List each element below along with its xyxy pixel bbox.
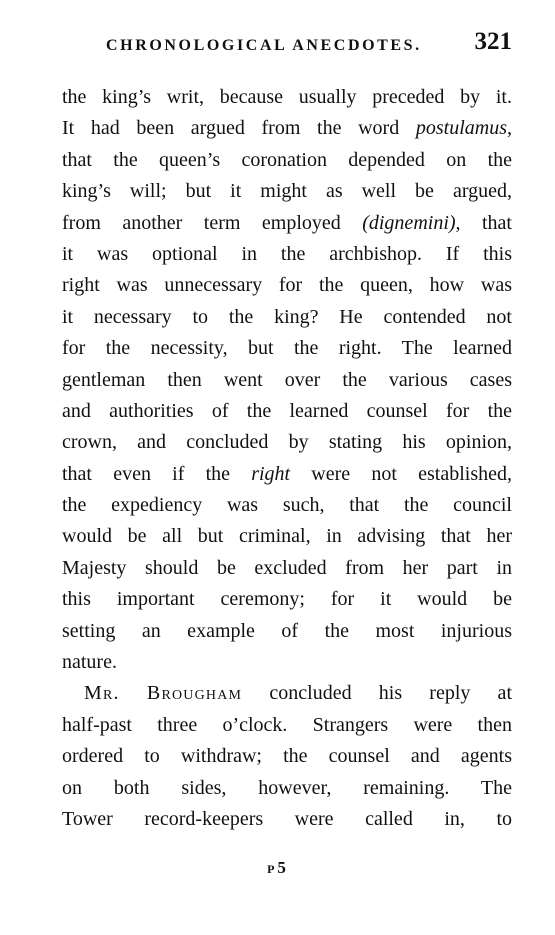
italic-term: right bbox=[251, 462, 291, 485]
signature-number: 5 bbox=[277, 858, 288, 877]
text-line: the expediency was such, that the council bbox=[62, 494, 512, 517]
text-line: the king’s writ, because usually preceded by it. bbox=[62, 86, 512, 108]
text-line: and authorities of the learned counsel for the bbox=[62, 399, 512, 422]
text-line: ordered to withdraw; the counsel and agents bbox=[62, 745, 512, 768]
signature-letter: P bbox=[267, 862, 276, 876]
text-line: on both sides, however, remaining. The bbox=[62, 776, 512, 799]
running-title: CHRONOLOGICAL ANECDOTES. bbox=[106, 37, 422, 54]
speaker-title: Mr. bbox=[84, 682, 120, 705]
text-line: king’s will; but it might as well be argued, bbox=[62, 180, 512, 203]
signature-mark bbox=[0, 858, 555, 878]
text-line: this important ceremony; for it would be bbox=[62, 588, 512, 611]
text-line: nature. bbox=[62, 651, 117, 674]
body-text bbox=[62, 82, 512, 835]
text-line: crown, and concluded by stating his opinion, bbox=[62, 431, 512, 454]
text-line: Majesty should be excluded from her part in bbox=[62, 556, 512, 579]
page-number: 321 bbox=[474, 28, 512, 55]
text-line: from another term employed (dignemini), that bbox=[62, 211, 512, 234]
text-line: right was unnecessary for the queen, how was bbox=[62, 274, 512, 297]
text-line: It had been argued from the word postulamus, bbox=[62, 117, 512, 140]
text-line: that even if the right were not established, bbox=[62, 462, 512, 485]
text-line: gentleman then went over the various cases bbox=[62, 368, 512, 391]
text-line: half-past three o’clock. Strangers were then bbox=[62, 713, 512, 736]
text-line: it was optional in the archbishop. If this bbox=[62, 242, 512, 265]
italic-term: postulamus, bbox=[415, 117, 512, 140]
speaker-name: Brougham bbox=[146, 682, 243, 705]
running-head bbox=[62, 28, 512, 62]
text-line: that the queen’s coronation depended on the bbox=[62, 148, 512, 171]
italic-term: (dignemini), bbox=[362, 211, 461, 234]
text-line: for the necessity, but the right. The learned bbox=[62, 337, 512, 360]
text-line: Tower record-keepers were called in, to bbox=[62, 807, 512, 830]
text-line: would be all but criminal, in advising that her bbox=[62, 525, 512, 548]
text-line: it necessary to the king? He contended not bbox=[62, 305, 512, 328]
paragraph-start-line: Mr. Brougham concluded his reply at bbox=[84, 682, 512, 705]
text-line: setting an example of the most injurious bbox=[62, 619, 512, 642]
